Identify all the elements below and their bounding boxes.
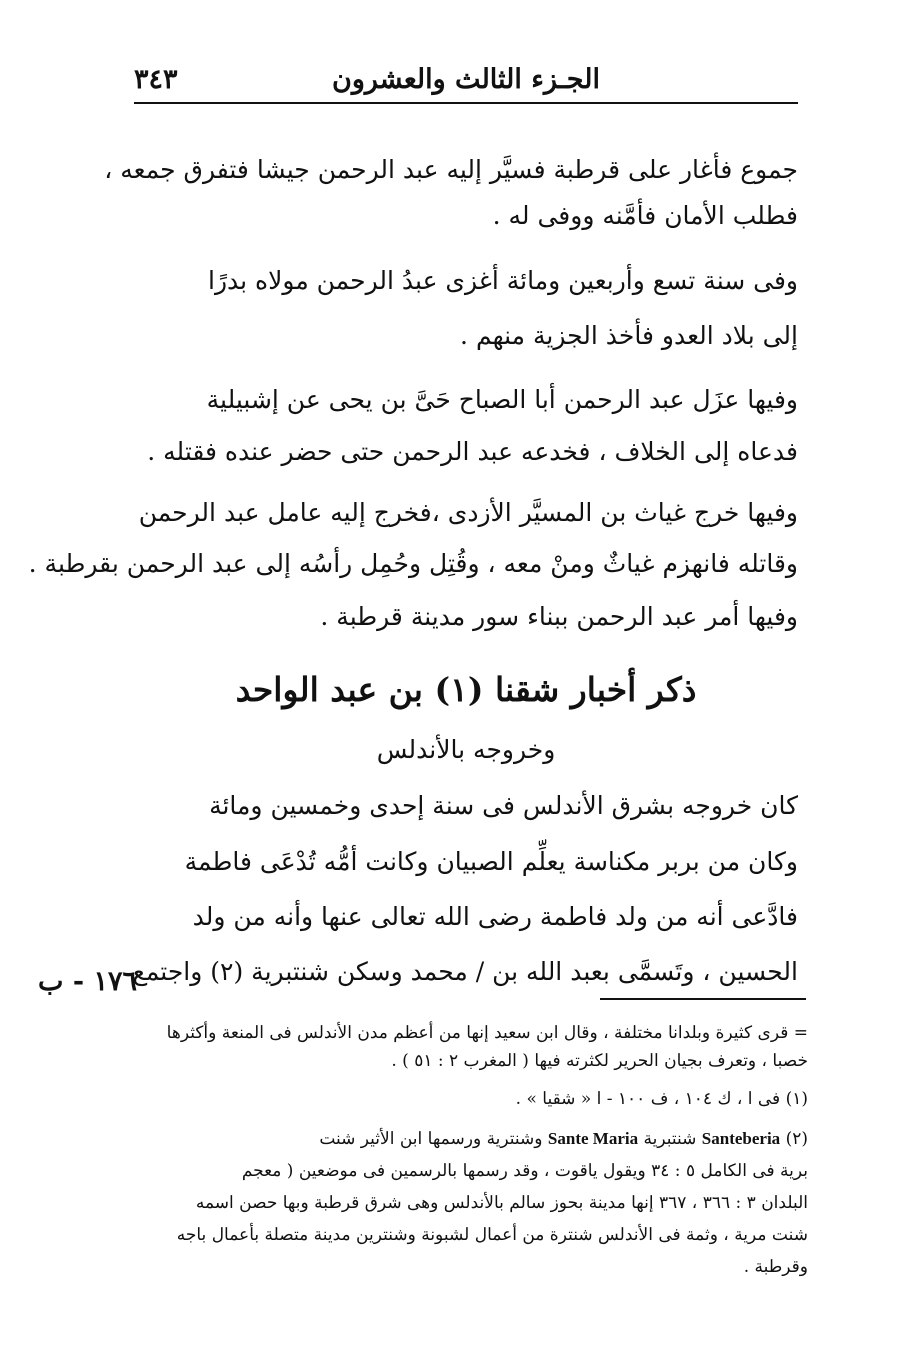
body-line: كان خروجه بشرق الأندلس فى سنة إحدى وخمسين ومائة xyxy=(209,791,798,820)
body-line: وقاتله فانهزم غياثٌ ومنْ معه ، وقُتِل وحُمِل رأسُه إلى عبد الرحمن بقرطبة . xyxy=(28,549,798,578)
footnote-line: شنت مرية ، وثمة فى الأندلس شنترة من أعمال لشبونة وشنترين مدينة متصلة بأعمال باجه xyxy=(176,1225,808,1245)
body-line: وكان من بربر مكناسة يعلِّم الصبيان وكانت أمُّه تُدْعَى فاطمة xyxy=(184,847,798,876)
body-line: وفيها أمر عبد الرحمن ببناء سور مدينة قرطبة . xyxy=(320,602,798,631)
body-line: وفيها خرج غياث بن المسيَّر الأزدى ،فخرج إليه عامل عبد الرحمن xyxy=(138,498,798,527)
body-line: فادَّعى أنه من ولد فاطمة رضى الله تعالى عنها وأنه من ولد xyxy=(192,902,798,931)
running-title: الجـزء الثالث والعشرون xyxy=(332,64,600,95)
body-line: فطلب الأمان فأمَّنه ووفى له . xyxy=(492,201,798,230)
manuscript-folio-note: ١٧٦ - ب xyxy=(38,966,137,997)
body-line: جموع فأغار على قرطبة فسيَّر إليه عبد الرحمن جيشا فتفرق جمعه ، xyxy=(104,155,798,184)
body-line: الحسين ، وتَسمَّى بعبد الله بن / محمد وسكن شنتبرية (٢) واجتمع xyxy=(132,957,798,986)
arabic-name: شنتبرية xyxy=(643,1129,697,1149)
footnote-rule xyxy=(600,998,806,1000)
footnote-1: (١) فى ا ، ك ١٠٤ ، ف ١٠٠ - ا « شقيا » . xyxy=(515,1089,808,1109)
body-line: فدعاه إلى الخلاف ، فخدعه عبد الرحمن حتى حضر عنده فقتله . xyxy=(147,437,798,466)
footnote-line: وقرطبة . xyxy=(743,1257,808,1277)
footnote-line: خصبا ، وتعرف بجيان الحرير لكثرته فيها ( المغرب ٢ : ٥١ ) . xyxy=(391,1051,808,1071)
footnote-2-first-line xyxy=(148,1128,808,1150)
footnote-line: برية فى الكامل ٥ : ٣٤ ويقول ياقوت ، وقد رسمها بالرسمين فى موضعين ( معجم xyxy=(241,1161,808,1181)
footnote-text: ورسمها ابن الأثير شنت xyxy=(319,1129,482,1149)
arabic-name: وشنترية xyxy=(486,1129,543,1149)
section-subheading: وخروجه بالأندلس xyxy=(376,735,556,764)
page-number: ٣٤٣ xyxy=(134,64,178,95)
body-line: وفيها عزَل عبد الرحمن أبا الصباح حَىَّ بن يحى عن إشبيلية xyxy=(206,385,798,414)
body-line: وفى سنة تسع وأربعين ومائة أغزى عبدُ الرحمن مولاه بدرًا xyxy=(208,266,798,295)
latin-name: Santeberia xyxy=(701,1129,781,1148)
footnote-number: (٢) xyxy=(785,1129,808,1149)
body-line: إلى بلاد العدو فأخذ الجزية منهم . xyxy=(460,321,798,350)
section-heading: ذكر أخبار شقنا (١) بن عبد الواحد xyxy=(235,670,697,709)
latin-name: Sante Maria xyxy=(547,1129,639,1148)
footnote-line: البلدان ٣ : ٣٦٦ ، ٣٦٧ إنها مدينة بحوز سالم بالأندلس وهى شرق قرطبة وبها حصن اسمه xyxy=(195,1193,808,1213)
header-rule xyxy=(134,102,798,104)
footnote-line: = قرى كثيرة وبلدانا مختلفة ، وقال ابن سعيد إنها من أعظم مدن الأندلس فى المنعة وأكثرها xyxy=(166,1023,808,1043)
